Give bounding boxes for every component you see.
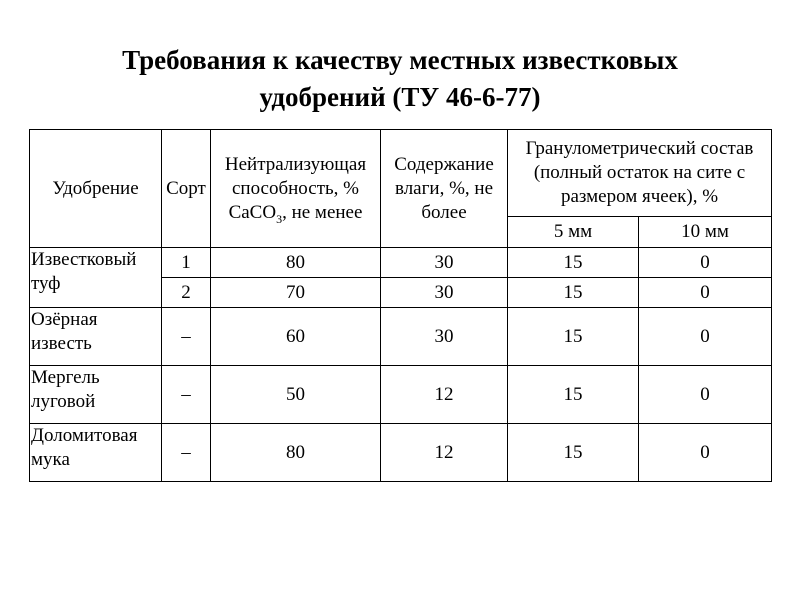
cell-fertilizer: Доломитовая мука <box>30 424 162 482</box>
table-row <box>30 248 772 278</box>
cell-fertilizer: Известковый туф <box>30 248 162 308</box>
table-row <box>30 366 772 424</box>
quality-requirements-table <box>29 129 772 482</box>
cell-fertilizer: Озёрная известь <box>30 308 162 366</box>
cell-mesh-5: 15 <box>508 248 639 278</box>
cell-moisture: 12 <box>381 424 508 482</box>
cell-mesh-10: 0 <box>639 248 772 278</box>
header-neutralizing-post: , не менее <box>282 201 363 223</box>
cell-grade: 1 <box>162 248 211 278</box>
cell-fertilizer: Мергель луговой <box>30 366 162 424</box>
page-title-line-1: Требования к качеству местных известковых <box>122 45 678 75</box>
header-neutralizing <box>211 130 381 248</box>
cell-mesh-10: 0 <box>639 424 772 482</box>
header-grade: Сорт <box>162 130 211 248</box>
cell-moisture: 12 <box>381 366 508 424</box>
cell-mesh-10: 0 <box>639 366 772 424</box>
cell-mesh-5: 15 <box>508 278 639 308</box>
header-fertilizer: Удобрение <box>30 130 162 248</box>
cell-grade: – <box>162 424 211 482</box>
cell-neutralizing: 80 <box>211 424 381 482</box>
header-mesh-5: 5 мм <box>508 217 639 248</box>
cell-mesh-5: 15 <box>508 366 639 424</box>
header-mesh-10: 10 мм <box>639 217 772 248</box>
cell-moisture: 30 <box>381 248 508 278</box>
table-header-row <box>30 130 772 217</box>
cell-grade: 2 <box>162 278 211 308</box>
header-granulometric: Гранулометрический состав (полный остаток на сите с размером ячеек), % <box>508 130 772 217</box>
header-neutralizing-sub: 3 <box>276 211 283 226</box>
table-row <box>30 308 772 366</box>
cell-neutralizing: 70 <box>211 278 381 308</box>
cell-moisture: 30 <box>381 278 508 308</box>
page-title-line-2: удобрений (ТУ 46-6-77) <box>259 82 541 112</box>
cell-moisture: 30 <box>381 308 508 366</box>
cell-mesh-5: 15 <box>508 424 639 482</box>
cell-grade: – <box>162 366 211 424</box>
cell-neutralizing: 60 <box>211 308 381 366</box>
cell-mesh-10: 0 <box>639 278 772 308</box>
cell-mesh-5: 15 <box>508 308 639 366</box>
cell-mesh-10: 0 <box>639 308 772 366</box>
header-moisture: Содержание влаги, %, не более <box>381 130 508 248</box>
cell-neutralizing: 50 <box>211 366 381 424</box>
header-neutralizing-pre: Нейтрализующая способность, % CaCO <box>224 153 367 223</box>
cell-neutralizing: 80 <box>211 248 381 278</box>
page-title <box>0 42 800 116</box>
cell-grade: – <box>162 308 211 366</box>
table-row <box>30 424 772 482</box>
